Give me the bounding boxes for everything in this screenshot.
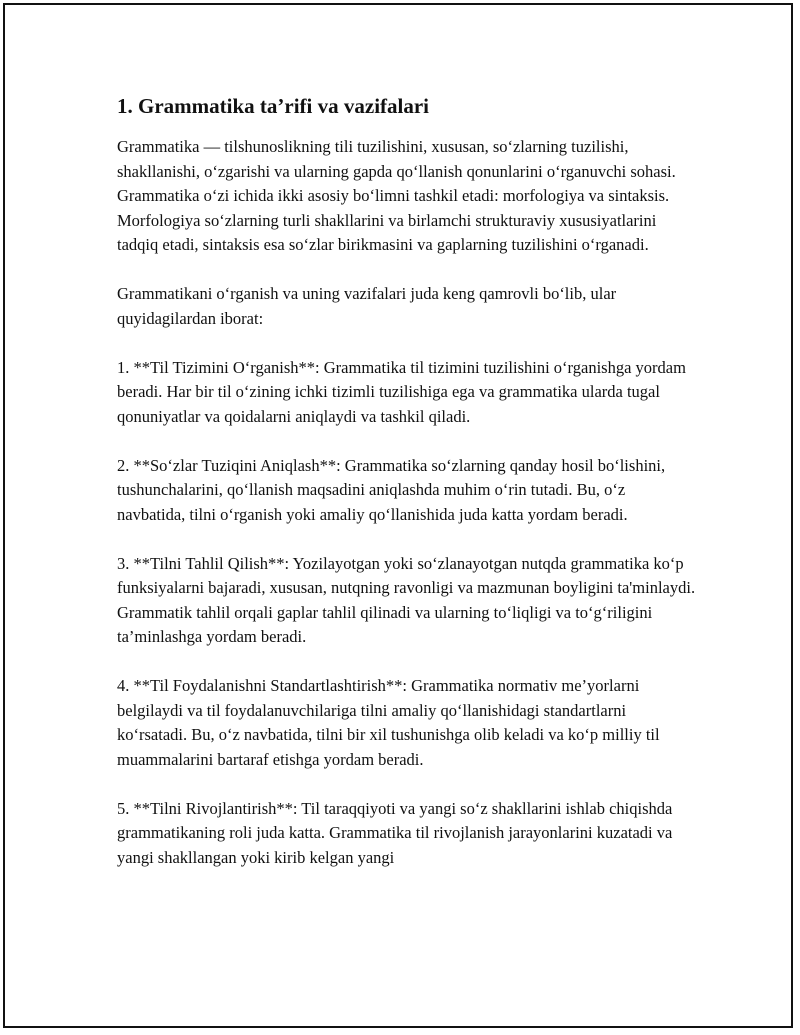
list-item-2: 2. **So‘zlar Tuziqini Aniqlash**: Grammatika so‘zlarning qanday hosil bo‘lishini, tushunchalarini, qo‘llanish maqsadini aniqlashda muhim o‘rin tutadi. Bu, o‘z navbatida, tilni o‘rganish yoki amaliy qo‘llanishida juda katta yordam beradi. [117,455,666,524]
document-body [117,92,697,895]
paragraph-intro: Grammatikani o‘rganish va uning vazifalari juda keng qamrovli bo‘lib, ular quyidagilardan iborat: [117,284,617,328]
list-item-4: 4. **Til Foydalanishni Standartlashtirish**: Grammatika normativ me’yorlarni belgilaydi va til foydalanuvchilariga tilni amaliy qo‘llanishidagi standartlarni ko‘rsatadi. Bu, o‘z navbatida, tilni bir xil tushunishga olib keladi va ko‘p milliy til muammalarini bartaraf etishga yordam beradi. [117,676,660,769]
list-item-1: 1. **Til Tizimini O‘rganish**: Grammatika til tizimini tuzilishini o‘rganishga yordam beradi. Har bir til o‘zining ichki tizimli tuzilishiga ega va grammatika ularda tugal qonuniyatlar va qoidalarni aniqlaydi va tashkil qiladi. [117,357,686,426]
list-item-5: 5. **Tilni Rivojlantirish**: Til taraqqiyoti va yangi so‘z shakllarini ishlab chiqishda grammatikaning roli juda katta. Grammatika til rivojlanish jarayonlarini kuzatadi va yangi shakllangan yoki kirib kelgan yangi [117,798,673,867]
list-item-3: 3. **Tilni Tahlil Qilish**: Yozilayotgan yoki so‘zlanayotgan nutqda grammatika ko‘p funksiyalarni bajaradi, xususan, nutqning ravonligi va mazmunan boyligini ta'minlaydi. Grammatik tahlil orqali gaplar tahlil qilinadi va ularning to‘liqligi va to‘g‘riligini ta’minlashga yordam beradi. [117,553,696,646]
section-heading: 1. Grammatika ta’rifi va vazifalari [117,94,430,118]
paragraph-definition: Grammatika — tilshunoslikning tili tuzilishini, xususan, so‘zlarning tuzilishi, shakllanishi, o‘zgarishi va ularning gapda qo‘llanish qonunlarini o‘rganuvchi sohasi. Grammatika o‘zi ichida ikki asosiy bo‘limni tashkil etadi: morfologiya va sintaksis. Morfologiya so‘zlarning turli shakllarini va birlamchi strukturaviy xususiyatlarini tadqiq etadi, sintaksis esa so‘zlar birikmasini va gaplarning tuzilishini o‘rganadi. [117,137,676,254]
